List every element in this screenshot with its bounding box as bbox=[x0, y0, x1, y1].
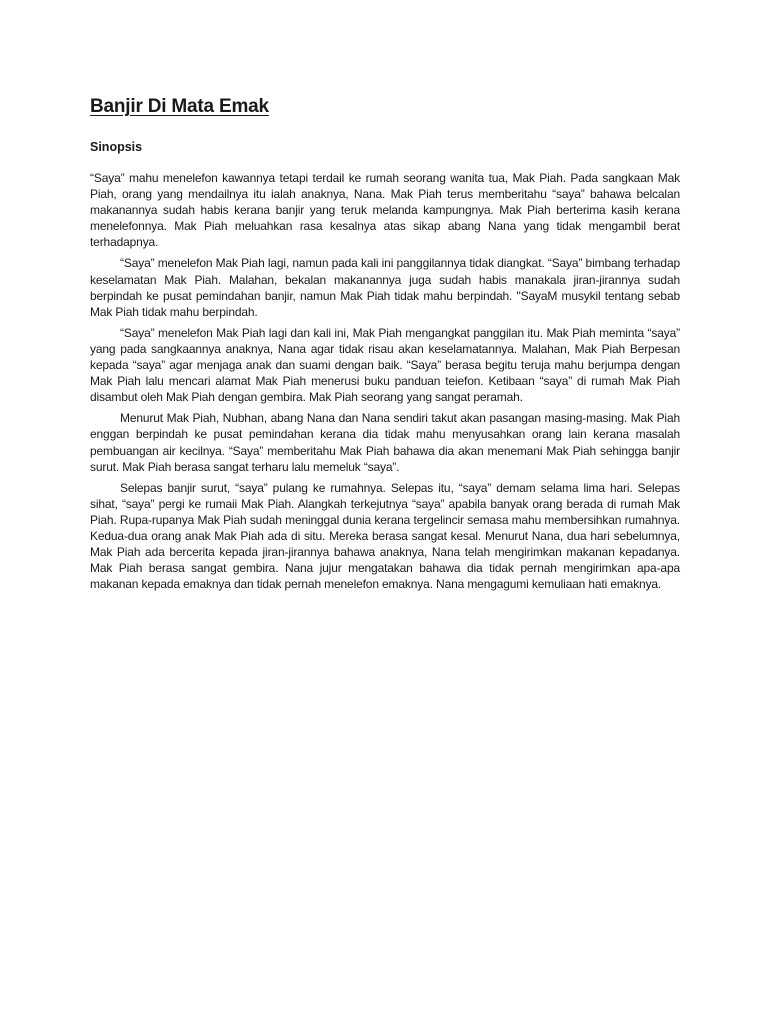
document-title: Banjir Di Mata Emak bbox=[90, 96, 269, 117]
section-heading-sinopsis: Sinopsis bbox=[90, 140, 143, 154]
paragraph-2: “Saya” menelefon Mak Piah lagi, namun pada kali ini panggilannya tidak diangkat. “Saya” bimbang terhadap keselamatan Mak Piah. Malahan, bekalan makanannya juga sudah habis manakala jiran-jirannya sudah berpindah ke pusat pemindahan banjir, namun Mak Piah tidak mahu berpindah. "SayaM musykil tentang sebab Mak Piah tidak mahu berpindah. bbox=[90, 256, 680, 319]
paragraph-5: Selepas banjir surut, “saya” pulang ke rumahnya. Selepas itu, “saya” demam selama lima hari. Selepas sihat, “saya” pergi ke rumaii Mak Piah. Alangkah terkejutnya “saya” apabila banyak orang berada di rumah Mak Piah. Rupa-rupanya Mak Piah sudah meninggal dunia kerana tergelincir semasa mahu membersihkan rumahnya. Kedua-dua orang anak Mak Piah ada di situ. Mereka berasa sangat kesal. Menurut Nana, dua hari sebelumnya, Mak Piah ada bercerita kepada jiran-jirannya bahawa anaknya, Nana telah mengirimkan makanan kepadanya. Mak Piah berasa sangat gembira. Nana jujur mengatakan bahawa dia tidak pernah mengirimkan apa-apa makanan kepada emaknya dan tidak pernah menelefon emaknya. Nana mengagumi kemuliaan hati emaknya. bbox=[90, 480, 680, 592]
document-page bbox=[90, 96, 680, 597]
paragraph-4: Menurut Mak Piah, Nubhan, abang Nana dan Nana sendiri takut akan pasangan masing-masing. Mak Piah enggan berpindah ke pusat pemindahan kerana dia tidak mahu menyusahkan orang lain kerana masalah pembuangan air kecilnya. “Saya” memberitahu Mak Piah bahawa dia akan menemani Mak Piah sehingga banjir surut. Mak Piah berasa sangat terharu lalu memeluk “saya”. bbox=[90, 411, 680, 474]
paragraph-1: “Saya” mahu menelefon kawannya tetapi terdail ke rumah seorang wanita tua, Mak Piah. Pada sangkaan Mak Piah, orang yang mendailnya itu ialah anaknya, Nana. Mak Piah terus memberitahu “saya” bahawa belcalan makanannya sudah habis kerana banjir yang teruk melanda kampungnya. Mak Piah berterima kasih kerana menelefonnya. Mak Piah meluahkan rasa kesalnya atas sikap abang Nana yang tidak mengambil berat terhadapnya. bbox=[90, 171, 680, 250]
paragraph-3: “Saya” menelefon Mak Piah lagi dan kali ini, Mak Piah mengangkat panggilan itu. Mak Piah meminta “saya” yang pada sangkaannya anaknya, Nana agar tidak risau akan keselamatannya. Malahan, Mak Piah Berpesan kepada “saya” agar menjaga anak dan suami dengan baik. “Saya” berasa begitu teruja mahu berjumpa dengan Mak Piah lalu mencari alamat Mak Piah menerusi buku panduan teiefon. Ketibaan “saya” di rumah Mak Piah disambut oleh Mak Piah dengan gembira. Mak Piah seorang yang sangat peramah. bbox=[90, 325, 680, 405]
